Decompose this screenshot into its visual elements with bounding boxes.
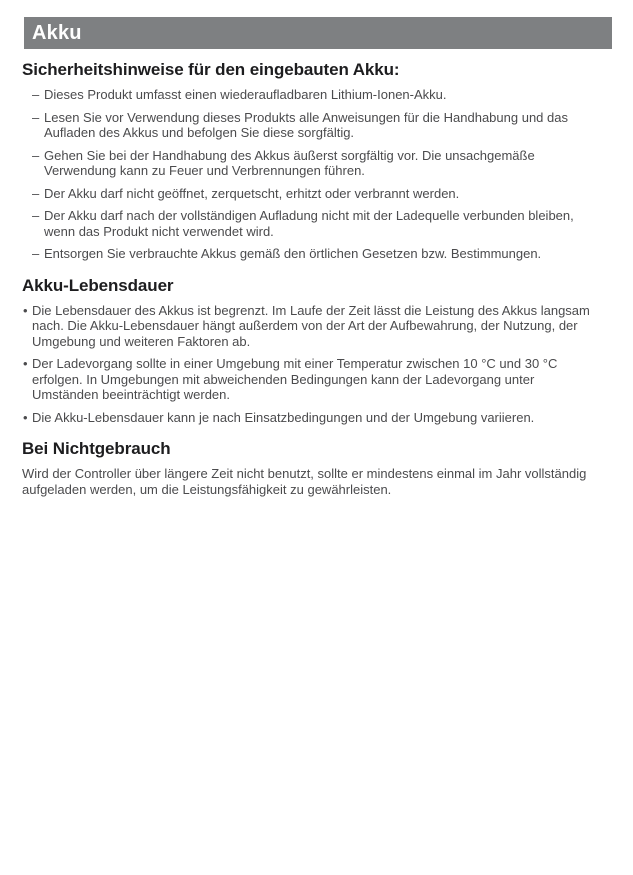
dash-marker-icon: – (32, 87, 40, 102)
bullet-marker-icon: • (23, 409, 28, 425)
list-item (32, 110, 612, 141)
bullet-marker-icon: • (23, 302, 28, 318)
dash-marker-icon: – (32, 109, 40, 125)
list-item (32, 186, 612, 202)
heading-safety-notes: Sicherheitshinweise für den eingebauten Akku: (22, 60, 400, 79)
list-item-text: Entsorgen Sie verbrauchte Akkus gemäß den örtlichen Gesetzen bzw. Bestimmungen. (44, 246, 542, 261)
list-item-text: Lesen Sie vor Verwendung dieses Produkts alle Anweisungen für die Handhabung und das Aufladen des Akkus und befolgen Sie diese sorgfältig. (44, 109, 568, 140)
list-item-text: Dieses Produkt umfasst einen wiederaufladbaren Lithium-Ionen-Akku. (44, 87, 447, 102)
list-item (32, 208, 612, 239)
dash-marker-icon: – (32, 185, 40, 201)
non-use-paragraph: Wird der Controller über längere Zeit nicht benutzt, sollte er mindestens einmal im Jahr vollständig aufgeladen werden, um die Leistungsfähigkeit zu gewährleisten. (22, 466, 587, 497)
dash-marker-icon: – (32, 246, 40, 261)
list-item-text: Der Akku darf nach der vollständigen Aufladung nicht mit der Ladequelle verbunden bleiben, wenn das Produkt nicht verwendet wird. (44, 208, 574, 239)
dash-marker-icon: – (32, 147, 40, 163)
safety-notes-list (0, 87, 633, 262)
list-item (23, 303, 612, 350)
dash-marker-icon: – (32, 208, 40, 223)
list-item-text: Die Akku-Lebensdauer kann je nach Einsatzbedingungen und der Umgebung variieren. (32, 409, 535, 425)
list-item (32, 246, 612, 262)
battery-life-list (0, 303, 633, 426)
list-item (32, 148, 612, 179)
list-item-text: Gehen Sie bei der Handhabung des Akkus äußerst sorgfältig vor. Die unsachgemäße Verwendung kann zu Feuer und Verbrennungen führen. (44, 147, 535, 178)
list-item (23, 410, 612, 426)
list-item-text: Die Lebensdauer des Akkus ist begrenzt. Im Laufe der Zeit lässt die Leistung des Akkus langsam nach. Die Akku-Lebensdauer hängt außerdem von der Art der Aufbewahrung, der Nutzung, der Umgebung und weiteren Faktoren ab. (32, 302, 590, 349)
bullet-marker-icon: • (23, 356, 28, 371)
section-banner (24, 17, 612, 49)
list-item (32, 87, 612, 103)
list-item-text: Der Akku darf nicht geöffnet, zerquetscht, erhitzt oder verbrannt werden. (44, 185, 460, 201)
heading-battery-life: Akku-Lebensdauer (22, 275, 174, 295)
page-title: Akku (32, 21, 82, 44)
heading-non-use: Bei Nichtgebrauch (22, 439, 171, 458)
list-item (23, 356, 612, 403)
list-item-text: Der Ladevorgang sollte in einer Umgebung mit einer Temperatur zwischen 10 °C und 30 °C erfolgen. In Umgebungen mit abweichenden Bedingungen kann der Ladevorgang unter Umständen beeinträchtigt werden. (32, 356, 558, 402)
